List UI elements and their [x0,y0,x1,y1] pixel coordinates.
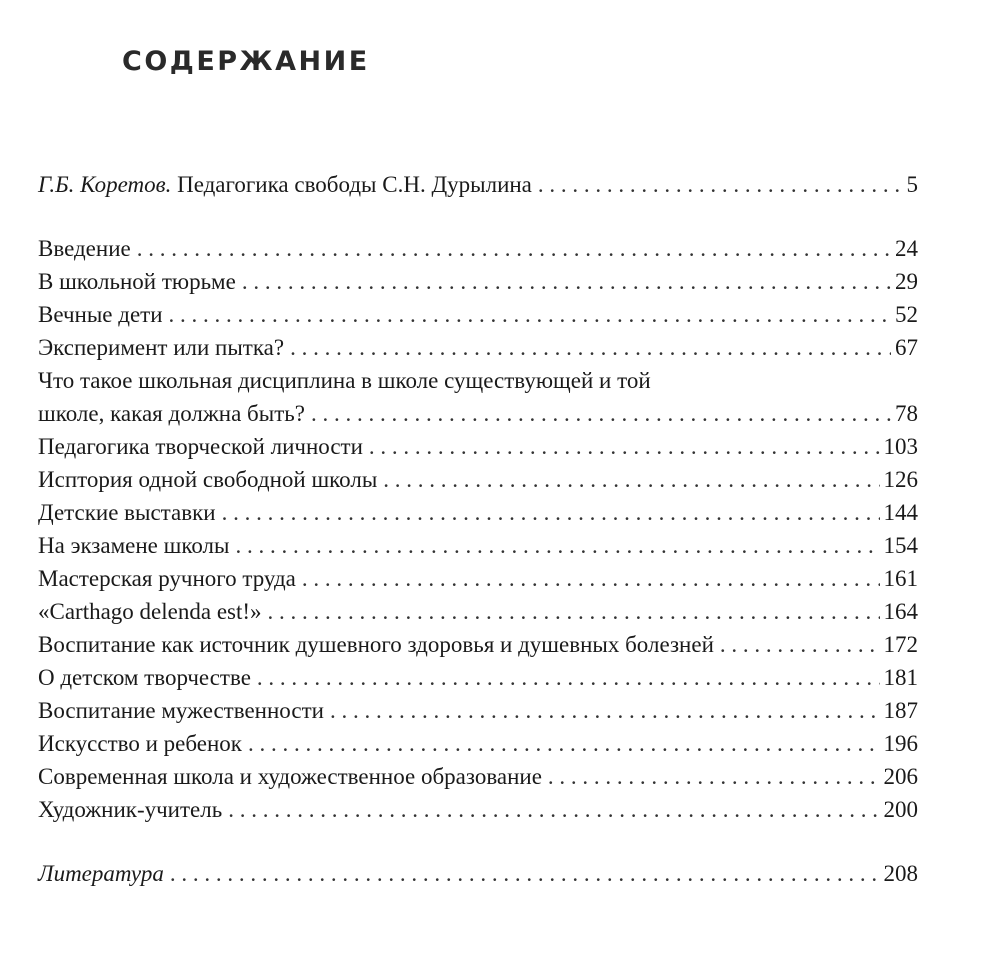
toc-entry-page: 164 [883,599,918,624]
dot-leader [268,595,880,628]
toc-entry[interactable] [38,595,918,628]
toc-entry-page: 144 [883,500,918,525]
toc-entry[interactable] [38,232,918,265]
dot-leader [169,298,891,331]
toc-entry[interactable] [38,694,918,727]
toc-entry-title: Литература [38,861,164,886]
toc-entry[interactable] [38,265,918,298]
toc-entry[interactable] [38,562,918,595]
toc-entry-page: 103 [883,434,918,459]
toc-entry[interactable] [38,463,918,496]
dot-leader [137,232,891,265]
toc-entry-preface[interactable] [38,168,918,201]
toc-entry-title: Введение [38,236,131,261]
toc-entry-title: О детском творчестве [38,665,251,690]
toc-entry[interactable] [38,628,918,661]
toc-entry-title: На экзамене школы [38,533,230,558]
toc-entry-page: 206 [883,764,918,789]
toc-entry[interactable] [38,331,918,364]
toc-entry[interactable] [38,364,918,430]
dot-leader [248,727,880,760]
toc-entry-title: Детские выставки [38,500,216,525]
dot-leader [290,331,891,364]
toc-entry-page: 172 [883,632,918,657]
toc-entry[interactable] [38,496,918,529]
dot-leader [311,397,891,430]
toc-entry-page: 196 [883,731,918,756]
toc-entry-title: Эксперимент или пытка? [38,335,285,360]
toc-entry-page: 52 [895,302,918,327]
toc-entry-page: 67 [895,335,918,360]
toc-entry-title: Г.Б. Коретов. Педагогика свободы С.Н. Дурылина [38,172,532,197]
toc-entry[interactable] [38,529,918,562]
dot-leader [228,793,879,826]
toc-entry-page: 154 [883,533,918,558]
toc-entry-title: Искусство и ребенок [38,731,242,756]
toc-entry-title: В школьной тюрьме [38,269,236,294]
dot-leader [369,430,880,463]
toc-entry-page: 187 [883,698,918,723]
toc-entry-title: Воспитание как источник душевного здоровья и душевных болезней [38,632,714,657]
toc-entry-title-line1: Что такое школьная дисциплина в школе существующей и той [38,368,651,393]
dot-leader [222,496,880,529]
toc-entry-title: Мастерская ручного труда [38,566,296,591]
toc-entry[interactable] [38,793,918,826]
dot-leader [720,628,880,661]
toc-entry-title: Исптория одной свободной школы [38,467,378,492]
toc-entry-title: Художник-учитель [38,797,223,822]
toc-entry-title: «Carthago delenda est!» [38,599,262,624]
toc-entry-title: Вечные дети [38,302,163,327]
toc-entry-title: Педагогика творческой личности [38,434,363,459]
dot-leader [302,562,880,595]
dot-leader [242,265,891,298]
page-title: СОДЕРЖАНИЕ [122,46,370,77]
toc-entry-title: Воспитание мужественности [38,698,324,723]
toc-entry[interactable] [38,661,918,694]
toc-entry-page: 200 [883,797,918,822]
toc-entry-page: 24 [895,236,918,261]
dot-leader [330,694,880,727]
toc-entry[interactable] [38,727,918,760]
toc-entry-page: 208 [883,861,918,886]
toc-entry-title: школе, какая должна быть? [38,401,305,426]
dot-leader [257,661,880,694]
toc-entry-title: Современная школа и художественное образование [38,764,542,789]
toc-entry-page: 78 [895,401,918,426]
dot-leader [235,529,879,562]
dot-leader [383,463,879,496]
toc-entry-author: Г.Б. Коретов. [38,172,172,197]
toc-entry[interactable] [38,760,918,793]
toc-entry[interactable] [38,298,918,331]
toc-entry-page: 126 [883,467,918,492]
dot-leader [170,857,880,890]
toc-entry-page: 29 [895,269,918,294]
dot-leader [538,168,903,201]
toc-entry-bibliography[interactable] [38,857,918,890]
dot-leader [548,760,880,793]
toc-entry-page: 161 [883,566,918,591]
toc-entry[interactable] [38,430,918,463]
toc-entry-page: 5 [906,172,918,197]
toc-entry-page: 181 [883,665,918,690]
